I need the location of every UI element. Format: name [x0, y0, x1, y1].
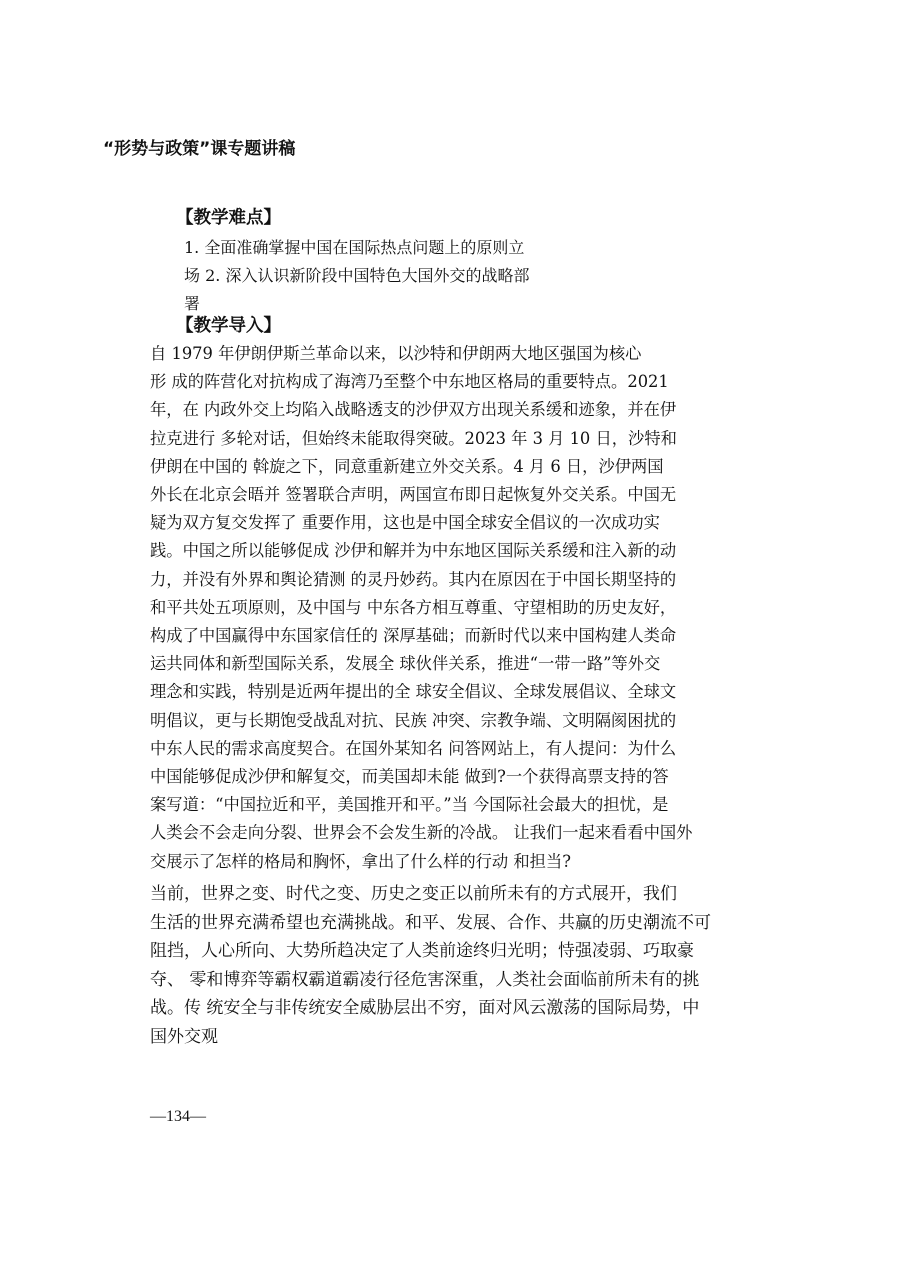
- intro-line: 伊朗在中国的 斡旋之下，同意重新建立外交关系。4 月 6 日，沙伊两国: [150, 456, 664, 476]
- intro-line: 人类会不会走向分裂、世界会不会发生新的冷战。 让我们一起来看看中国外: [150, 823, 693, 843]
- intro-line: 外长在北京会晤并 签署联合声明，两国宣布即日起恢复外交关系。中国无: [150, 485, 677, 505]
- intro-line: 案写道：“中国拉近和平，美国推开和平。”当 今国际社会最大的担忧，是: [150, 795, 669, 815]
- difficulty-line: 署: [184, 294, 201, 313]
- difficulty-line: 场 2. 深入认识新阶段中国特色大国外交的战略部: [184, 266, 530, 285]
- body-line: 生活的世界充满希望也充满挑战。和平、发展、合作、共赢的历史潮流不可: [150, 912, 711, 933]
- intro-line: 交展示了怎样的格局和胸怀，拿出了什么样的行动 和担当?: [150, 851, 571, 871]
- teaching-intro-heading: 【教学导入】: [176, 316, 281, 336]
- intro-line: 力，并没有外界和舆论猜测 的灵丹妙药。其内在原因在于中国长期坚持的: [150, 569, 677, 589]
- page-number: —134—: [150, 1108, 206, 1125]
- body-paragraph: [150, 880, 790, 1051]
- body-line: 当前，世界之变、时代之变、历史之变正以前所未有的方式展开，我们: [150, 884, 677, 904]
- difficulty-line: 1. 全面准确掌握中国在国际热点问题上的原则立: [184, 238, 525, 257]
- intro-line: 中国能够促成沙伊和解复交，而美国却未能 做到?一个获得高票支持的答: [150, 767, 669, 787]
- body-line: 国外交观: [150, 1026, 218, 1047]
- intro-line: 和平共处五项原则，及中国与 中东各方相互尊重、守望相助的历史友好，: [150, 597, 677, 617]
- intro-line: 明倡议，更与长期饱受战乱对抗、民族 冲突、宗教争端、文明隔阂困扰的: [150, 710, 677, 730]
- intro-line: 中东人民的需求高度契合。在国外某知名 问答网站上，有人提问：为什么: [150, 738, 677, 758]
- intro-line: 践。中国之所以能够促成 沙伊和解并为中东地区国际关系缓和注入新的动: [150, 541, 677, 561]
- intro-line: 疑为双方复交发挥了 重要作用，这也是中国全球安全倡议的一次成功实: [150, 513, 660, 533]
- running-header: “形势与政策”课专题讲稿: [103, 139, 296, 159]
- intro-line: 自 1979 年伊朗伊斯兰革命以来，以沙特和伊朗两大地区强国为核心: [150, 344, 642, 363]
- intro-line: 构成了中国赢得中东国家信任的 深厚基础；而新时代以来中国构建人类命: [150, 626, 677, 646]
- intro-line: 理念和实践，特别是近两年提出的全 球安全倡议、全球发展倡议、全球文: [150, 682, 677, 702]
- intro-line: 拉克进行 多轮对话，但始终未能取得突破。2023 年 3 月 10 日，沙特和: [150, 428, 677, 448]
- body-line: 战。传 统安全与非传统安全威胁层出不穷，面对风云激荡的国际局势，中: [150, 998, 700, 1018]
- intro-line: 年，在 内政外交上均陷入战略透支的沙伊双方出现关系缓和迹象，并在伊: [150, 400, 677, 420]
- intro-line: 形 成的阵营化对抗构成了海湾乃至整个中东地区格局的重要特点。2021: [150, 372, 669, 392]
- teaching-intro-paragraph: [150, 340, 780, 876]
- body-line: 夺、 零和博弈等霸权霸道霸凌行径危害深重，人类社会面临前所未有的挑: [150, 969, 700, 990]
- teaching-difficulty-heading: 【教学难点】: [176, 208, 281, 228]
- intro-line: 运共同体和新型国际关系，发展全 球伙伴关系，推进“一带一路”等外交: [150, 654, 661, 674]
- body-line: 阻挡，人心所向、大势所趋决定了人类前途终归光明；恃强凌弱、巧取豪: [150, 941, 694, 961]
- teaching-difficulty-text: [184, 234, 604, 318]
